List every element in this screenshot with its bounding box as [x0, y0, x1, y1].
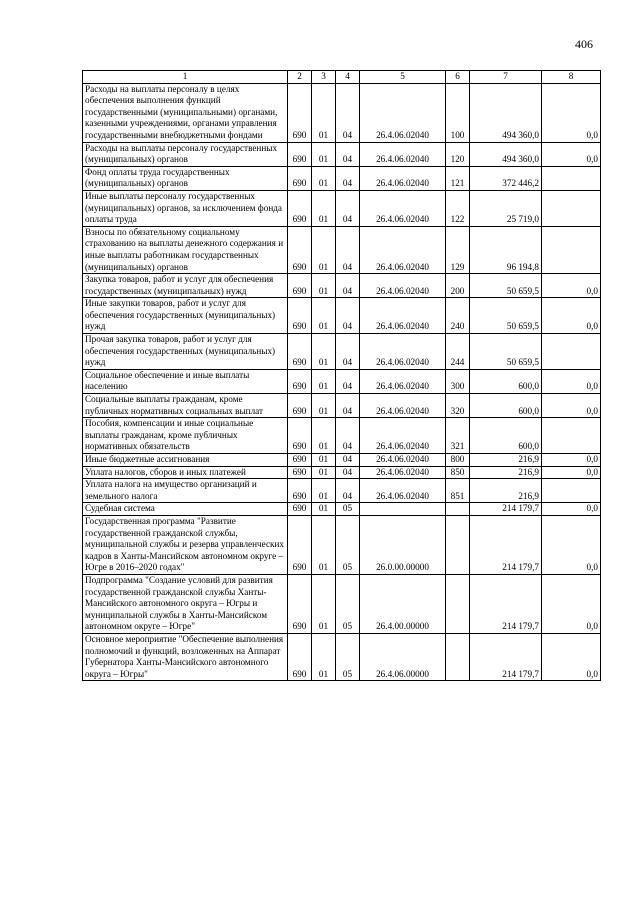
ministry-code-cell: 690	[288, 633, 312, 680]
target-article-cell: 26.4.06.02040	[360, 83, 446, 142]
ministry-code-cell: 690	[288, 394, 312, 418]
amount-cell: 214 179,7	[470, 574, 542, 633]
extra-amount-cell	[542, 226, 601, 273]
target-article-cell: 26.4.00.00000	[360, 574, 446, 633]
table-row	[83, 466, 601, 479]
subsection-code-cell: 04	[336, 334, 360, 370]
item-name-cell: Иные выплаты персоналу государственных (муниципальных) органов, за исключением фонда оплаты труда	[83, 190, 288, 226]
target-article-cell: 26.4.06.02040	[360, 454, 446, 467]
subsection-code-cell: 05	[336, 503, 360, 516]
target-article-cell: 26.4.06.02040	[360, 298, 446, 334]
expense-type-cell: 240	[446, 298, 470, 334]
amount-cell: 96 194,8	[470, 226, 542, 273]
page-number: 406	[575, 37, 593, 51]
item-name-cell: Иные бюджетные ассигнования	[83, 454, 288, 467]
target-article-cell: 26.4.06.02040	[360, 394, 446, 418]
subsection-code-cell: 04	[336, 454, 360, 467]
expense-type-cell	[446, 503, 470, 516]
subsection-code-cell: 04	[336, 466, 360, 479]
amount-cell: 216,9	[470, 479, 542, 503]
amount-cell: 600,0	[470, 418, 542, 454]
target-article-cell: 26.4.06.02040	[360, 274, 446, 298]
expense-type-cell: 121	[446, 166, 470, 190]
ministry-code-cell: 690	[288, 142, 312, 166]
target-article-cell: 26.4.06.02040	[360, 226, 446, 273]
amount-cell: 214 179,7	[470, 633, 542, 680]
section-code-cell: 01	[312, 574, 336, 633]
subsection-code-cell: 05	[336, 633, 360, 680]
subsection-code-cell: 05	[336, 515, 360, 574]
table-row	[83, 226, 601, 273]
subsection-code-cell: 04	[336, 479, 360, 503]
table-row	[83, 394, 601, 418]
amount-cell: 25 719,0	[470, 190, 542, 226]
expense-type-cell	[446, 633, 470, 680]
expense-type-cell: 800	[446, 454, 470, 467]
target-article-cell: 26.4.06.00000	[360, 633, 446, 680]
table-row	[83, 142, 601, 166]
amount-cell: 50 659,5	[470, 334, 542, 370]
item-name-cell: Основное мероприятие "Обеспечение выполнения полномочий и функций, возложенных на Аппарат Губернатора Ханты-Мансийского автономного округа – Югры"	[83, 633, 288, 680]
subsection-code-cell: 04	[336, 274, 360, 298]
amount-cell: 214 179,7	[470, 503, 542, 516]
table-row	[83, 479, 601, 503]
ministry-code-cell: 690	[288, 479, 312, 503]
amount-cell: 600,0	[470, 369, 542, 393]
ministry-code-cell: 690	[288, 166, 312, 190]
table-row	[83, 369, 601, 393]
header-cell: 2	[288, 71, 312, 84]
section-code-cell: 01	[312, 369, 336, 393]
section-code-cell: 01	[312, 454, 336, 467]
expense-type-cell: 129	[446, 226, 470, 273]
subsection-code-cell: 04	[336, 142, 360, 166]
amount-cell: 214 179,7	[470, 515, 542, 574]
section-code-cell: 01	[312, 418, 336, 454]
subsection-code-cell: 04	[336, 83, 360, 142]
extra-amount-cell: 0,0	[542, 142, 601, 166]
extra-amount-cell: 0,0	[542, 466, 601, 479]
table-row	[83, 454, 601, 467]
expense-type-cell	[446, 574, 470, 633]
extra-amount-cell	[542, 479, 601, 503]
subsection-code-cell: 05	[336, 574, 360, 633]
ministry-code-cell: 690	[288, 454, 312, 467]
extra-amount-cell: 0,0	[542, 298, 601, 334]
item-name-cell: Пособия, компенсации и иные социальные выплаты гражданам, кроме публичных нормативных обязательств	[83, 418, 288, 454]
extra-amount-cell: 0,0	[542, 574, 601, 633]
section-code-cell: 01	[312, 479, 336, 503]
ministry-code-cell: 690	[288, 334, 312, 370]
expense-type-cell: 100	[446, 83, 470, 142]
amount-cell: 372 446,2	[470, 166, 542, 190]
extra-amount-cell: 0,0	[542, 369, 601, 393]
item-name-cell: Судебная система	[83, 503, 288, 516]
table-row	[83, 418, 601, 454]
extra-amount-cell: 0,0	[542, 274, 601, 298]
extra-amount-cell: 0,0	[542, 454, 601, 467]
target-article-cell: 26.4.06.02040	[360, 479, 446, 503]
target-article-cell: 26.4.06.02040	[360, 334, 446, 370]
item-name-cell: Уплата налога на имущество организаций и земельного налога	[83, 479, 288, 503]
section-code-cell: 01	[312, 190, 336, 226]
item-name-cell: Подпрограмма "Создание условий для развития государственной гражданской службы Ханты-Мансийского автономного округа – Югры и муниципальной службы в Ханты-Мансийском автономном округе – Югре"	[83, 574, 288, 633]
target-article-cell: 26.4.06.02040	[360, 369, 446, 393]
table-header-row	[83, 71, 601, 84]
section-code-cell: 01	[312, 298, 336, 334]
section-code-cell: 01	[312, 274, 336, 298]
table-row	[83, 298, 601, 334]
item-name-cell: Иные закупки товаров, работ и услуг для обеспечения государственных (муниципальных) нужд	[83, 298, 288, 334]
item-name-cell: Расходы на выплаты персоналу в целях обеспечения выполнения функций государственными (муниципальными) органами, казенными учреждениями, органами управления государственными внебюджетными фондами	[83, 83, 288, 142]
target-article-cell: 26.4.06.02040	[360, 466, 446, 479]
target-article-cell: 26.4.06.02040	[360, 142, 446, 166]
subsection-code-cell: 04	[336, 166, 360, 190]
section-code-cell: 01	[312, 633, 336, 680]
item-name-cell: Взносы по обязательному социальному страхованию на выплаты денежного содержания и иные выплаты работникам государственных (муниципальных) органов	[83, 226, 288, 273]
budget-table	[82, 70, 601, 681]
target-article-cell: 26.4.06.02040	[360, 418, 446, 454]
target-article-cell: 26.4.06.02040	[360, 190, 446, 226]
section-code-cell: 01	[312, 166, 336, 190]
ministry-code-cell: 690	[288, 369, 312, 393]
amount-cell: 216,9	[470, 454, 542, 467]
extra-amount-cell: 0,0	[542, 394, 601, 418]
subsection-code-cell: 04	[336, 298, 360, 334]
amount-cell: 216,9	[470, 466, 542, 479]
section-code-cell: 01	[312, 83, 336, 142]
item-name-cell: Фонд оплаты труда государственных (муниципальных) органов	[83, 166, 288, 190]
expense-type-cell: 122	[446, 190, 470, 226]
target-article-cell: 26.4.06.02040	[360, 166, 446, 190]
ministry-code-cell: 690	[288, 418, 312, 454]
extra-amount-cell: 0,0	[542, 83, 601, 142]
section-code-cell: 01	[312, 394, 336, 418]
expense-type-cell: 120	[446, 142, 470, 166]
item-name-cell: Прочая закупка товаров, работ и услуг для обеспечения государственных (муниципальных) нужд	[83, 334, 288, 370]
section-code-cell: 01	[312, 334, 336, 370]
expense-type-cell: 850	[446, 466, 470, 479]
header-cell: 6	[446, 71, 470, 84]
target-article-cell: 26.0.00.00000	[360, 515, 446, 574]
header-cell: 7	[470, 71, 542, 84]
amount-cell: 50 659,5	[470, 298, 542, 334]
amount-cell: 600,0	[470, 394, 542, 418]
extra-amount-cell	[542, 334, 601, 370]
ministry-code-cell: 690	[288, 515, 312, 574]
expense-type-cell: 851	[446, 479, 470, 503]
section-code-cell: 01	[312, 226, 336, 273]
header-cell: 5	[360, 71, 446, 84]
table-row	[83, 334, 601, 370]
subsection-code-cell: 04	[336, 190, 360, 226]
table-row	[83, 274, 601, 298]
table-row	[83, 83, 601, 142]
header-cell: 4	[336, 71, 360, 84]
subsection-code-cell: 04	[336, 369, 360, 393]
table-row	[83, 166, 601, 190]
table-row	[83, 633, 601, 680]
amount-cell: 494 360,0	[470, 83, 542, 142]
ministry-code-cell: 690	[288, 466, 312, 479]
item-name-cell: Закупка товаров, работ и услуг для обеспечения государственных (муниципальных) нужд	[83, 274, 288, 298]
section-code-cell: 01	[312, 515, 336, 574]
expense-type-cell: 300	[446, 369, 470, 393]
extra-amount-cell: 0,0	[542, 515, 601, 574]
expense-type-cell: 320	[446, 394, 470, 418]
expense-type-cell: 321	[446, 418, 470, 454]
table-row	[83, 574, 601, 633]
item-name-cell: Социальное обеспечение и иные выплаты населению	[83, 369, 288, 393]
table-row	[83, 190, 601, 226]
ministry-code-cell: 690	[288, 83, 312, 142]
extra-amount-cell: 0,0	[542, 633, 601, 680]
ministry-code-cell: 690	[288, 574, 312, 633]
amount-cell: 494 360,0	[470, 142, 542, 166]
ministry-code-cell: 690	[288, 274, 312, 298]
ministry-code-cell: 690	[288, 298, 312, 334]
item-name-cell: Уплата налогов, сборов и иных платежей	[83, 466, 288, 479]
extra-amount-cell	[542, 418, 601, 454]
expense-type-cell: 200	[446, 274, 470, 298]
table-row	[83, 515, 601, 574]
table-row	[83, 503, 601, 516]
subsection-code-cell: 04	[336, 418, 360, 454]
subsection-code-cell: 04	[336, 226, 360, 273]
section-code-cell: 01	[312, 466, 336, 479]
expense-type-cell: 244	[446, 334, 470, 370]
ministry-code-cell: 690	[288, 226, 312, 273]
header-cell: 3	[312, 71, 336, 84]
item-name-cell: Расходы на выплаты персоналу государственных (муниципальных) органов	[83, 142, 288, 166]
amount-cell: 50 659,5	[470, 274, 542, 298]
extra-amount-cell: 0,0	[542, 503, 601, 516]
header-cell: 1	[83, 71, 288, 84]
extra-amount-cell	[542, 166, 601, 190]
item-name-cell: Государственная программа "Развитие государственной гражданской службы, муниципальной службы и резерва управленческих кадров в Ханты-Мансийском автономном округе – Югре в 2016–2020 годах"	[83, 515, 288, 574]
expense-type-cell	[446, 515, 470, 574]
item-name-cell: Социальные выплаты гражданам, кроме публичных нормативных социальных выплат	[83, 394, 288, 418]
section-code-cell: 01	[312, 503, 336, 516]
ministry-code-cell: 690	[288, 190, 312, 226]
extra-amount-cell	[542, 190, 601, 226]
header-cell: 8	[542, 71, 601, 84]
ministry-code-cell: 690	[288, 503, 312, 516]
subsection-code-cell: 04	[336, 394, 360, 418]
target-article-cell	[360, 503, 446, 516]
section-code-cell: 01	[312, 142, 336, 166]
